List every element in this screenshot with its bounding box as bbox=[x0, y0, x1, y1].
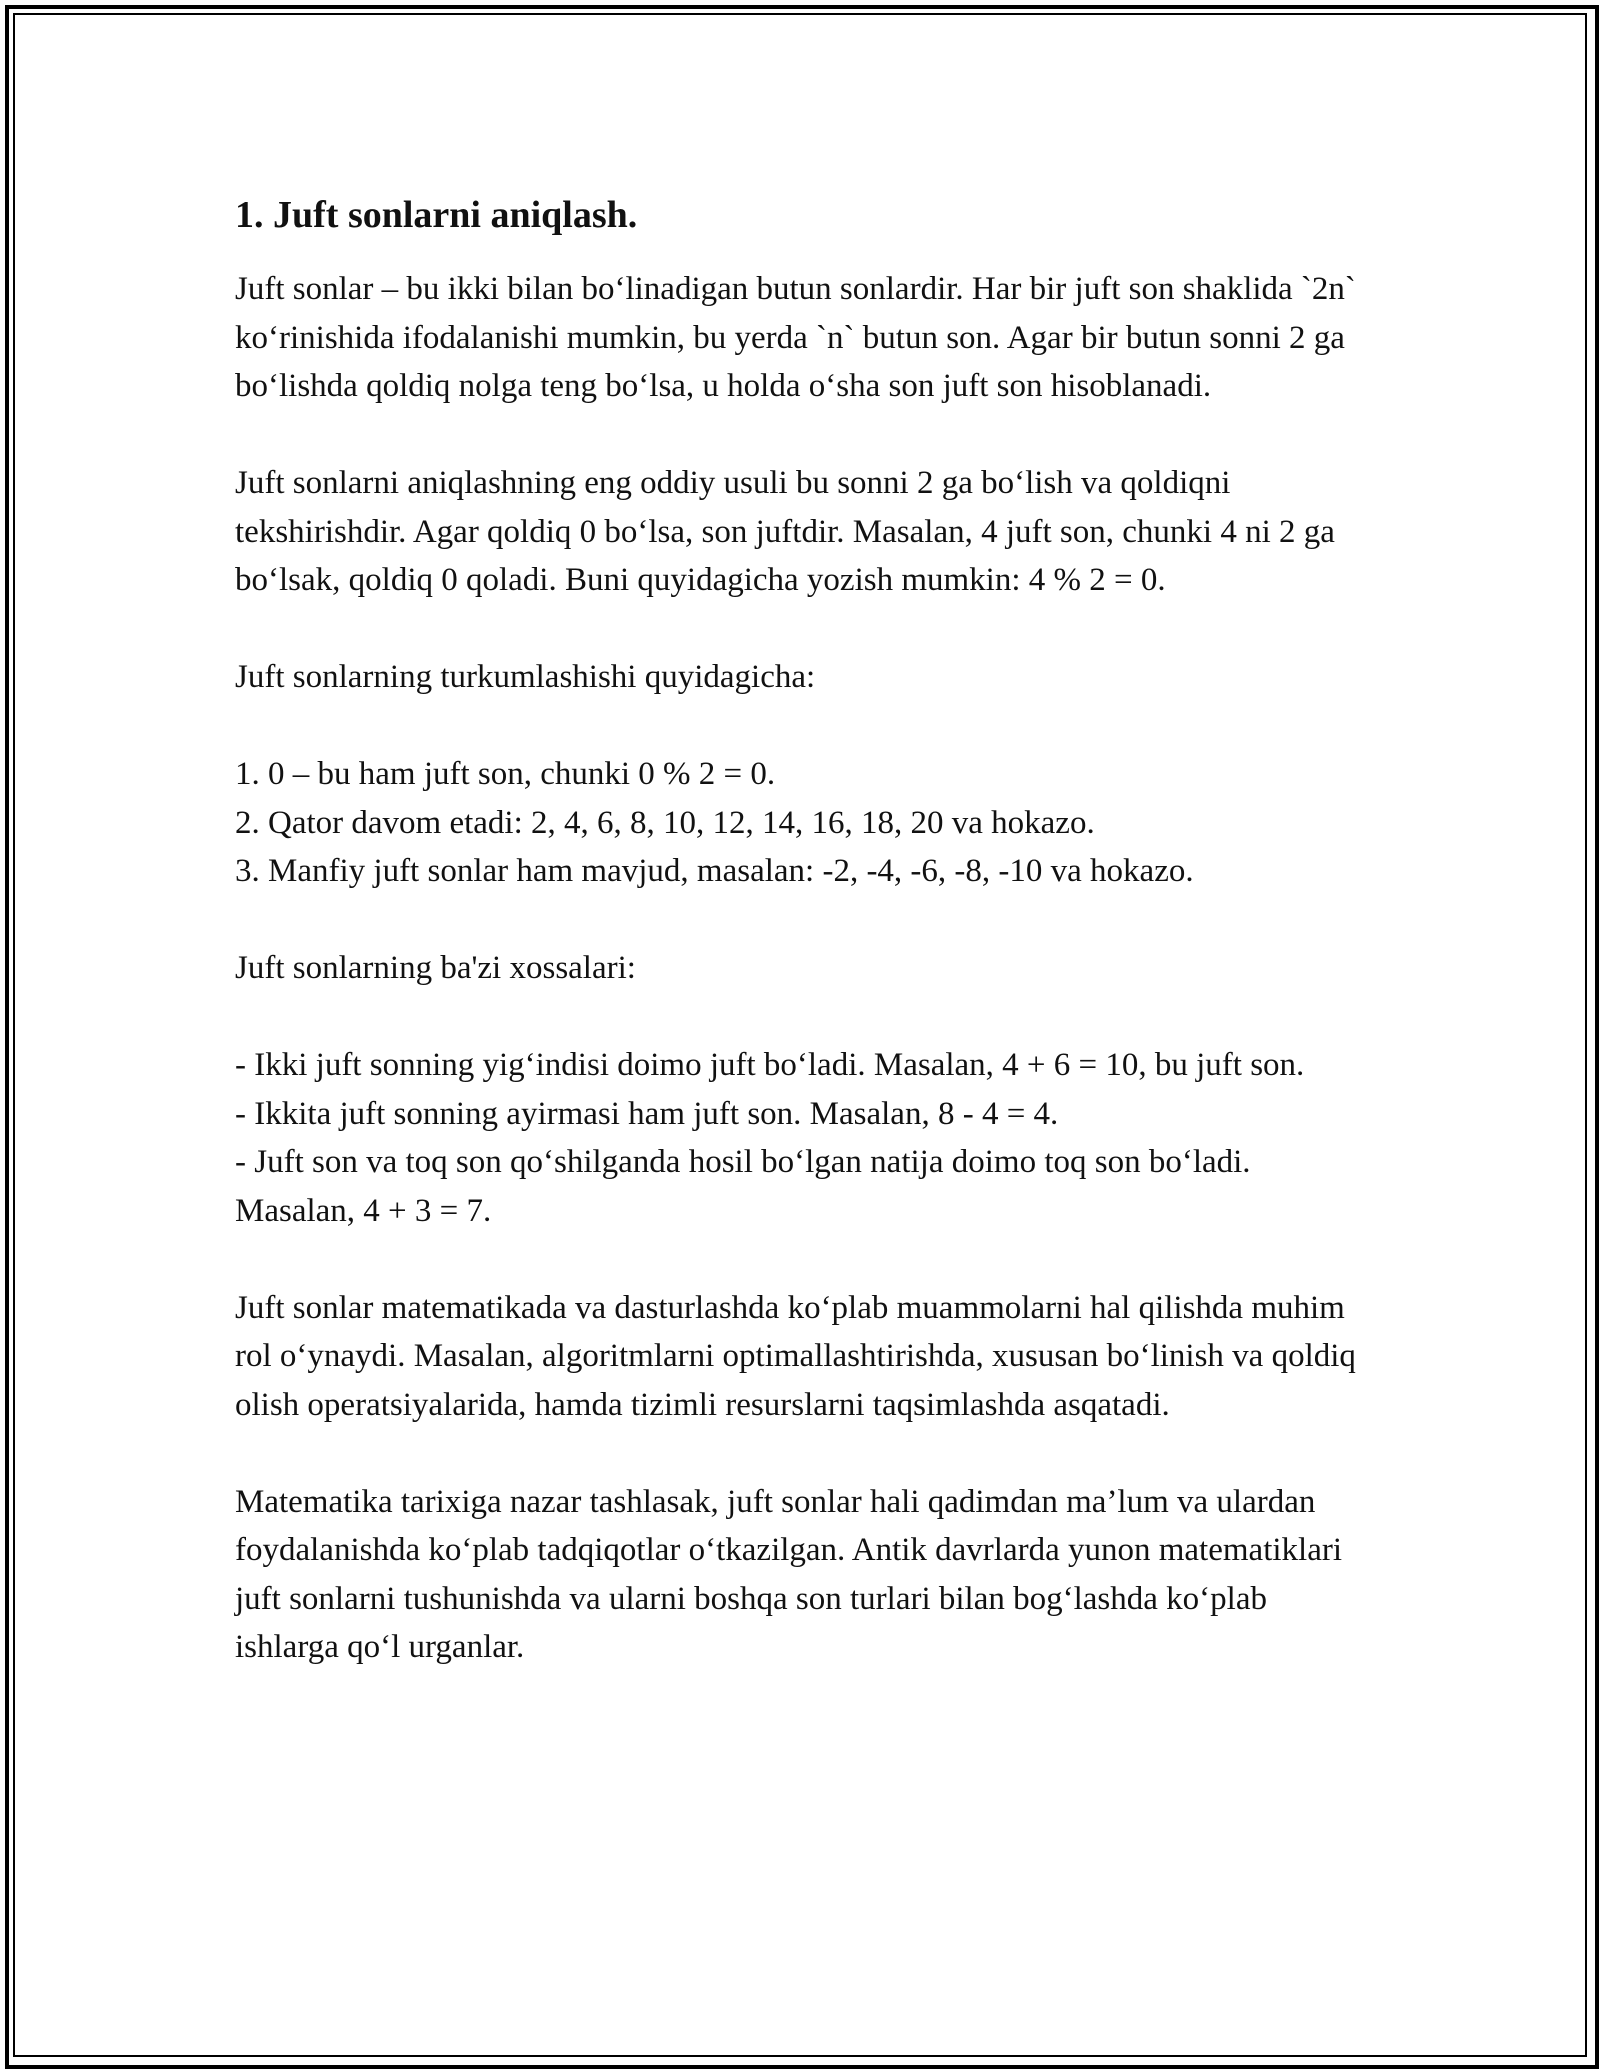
list-item: - Juft son va toq son qo‘shilganda hosil bo‘lgan natija doimo toq son bo‘ladi. Masalan, 4 + 3 = 7. bbox=[235, 1144, 1251, 1229]
list-item: - Ikkita juft sonning ayirmasi ham juft son. Masalan, 8 - 4 = 4. bbox=[235, 1095, 1059, 1132]
list-item: 1. 0 – bu ham juft son, chunki 0 % 2 = 0. bbox=[235, 756, 776, 792]
list-item: - Ikki juft sonning yig‘indisi doimo juft bo‘ladi. Masalan, 4 + 6 = 10, bu juft son. bbox=[235, 1047, 1305, 1083]
paragraph-classification-intro: Juft sonlarning turkumlashishi quyidagicha: bbox=[235, 659, 816, 695]
paragraph-definition: Juft sonlar – bu ikki bilan bo‘linadigan butun sonlardir. Har bir juft son shaklida `2n` ko‘rinishida ifodalanishi mumkin, bu yerda `n` butun son. Agar bir butun sonni 2 ga bo‘lishda qoldiq nolga teng bo‘lsa, u holda o‘sha son juft son hisoblanadi. bbox=[235, 271, 1356, 404]
numbered-list bbox=[235, 750, 1375, 896]
document-title: 1. Juft sonlarni aniqlash. bbox=[235, 194, 638, 236]
document-body bbox=[235, 190, 1375, 1720]
list-item: 2. Qator davom etadi: 2, 4, 6, 8, 10, 12, 14, 16, 18, 20 va hokazo. bbox=[235, 804, 1095, 841]
paragraph-method: Juft sonlarni aniqlashning eng oddiy usuli bu sonni 2 ga bo‘lish va qoldiqni tekshirishdir. Agar qoldiq 0 bo‘lsa, son juftdir. Masalan, 4 juft son, chunki 4 ni 2 ga bo‘lsak, qoldiq 0 qoladi. Buni quyidagicha yozish mumkin: 4 % 2 = 0. bbox=[235, 465, 1335, 598]
paragraph-properties-intro: Juft sonlarning ba'zi xossalari: bbox=[235, 950, 636, 986]
paragraph-applications: Juft sonlar matematikada va dasturlashda ko‘plab muammolarni hal qilishda muhim rol o‘ynaydi. Masalan, algoritmlarni optimallashtirishda, xususan bo‘linish va qoldiq olish operatsiyalarida, hamda tizimli resurslarni taqsimlashda asqatadi. bbox=[235, 1289, 1356, 1423]
list-item: 3. Manfiy juft sonlar ham mavjud, masalan: -2, -4, -6, -8, -10 va hokazo. bbox=[235, 853, 1194, 889]
paragraph-history: Matematika tarixiga nazar tashlasak, juft sonlar hali qadimdan ma’lum va ulardan foydalanishda ko‘plab tadqiqotlar o‘tkazilgan. Antik davrlarda yunon matematiklari juft sonlarni tushunishda va ularni boshqa son turlari bilan bog‘lashda ko‘plab ishlarga qo‘l urganlar. bbox=[235, 1483, 1342, 1665]
properties-list bbox=[235, 1041, 1375, 1235]
